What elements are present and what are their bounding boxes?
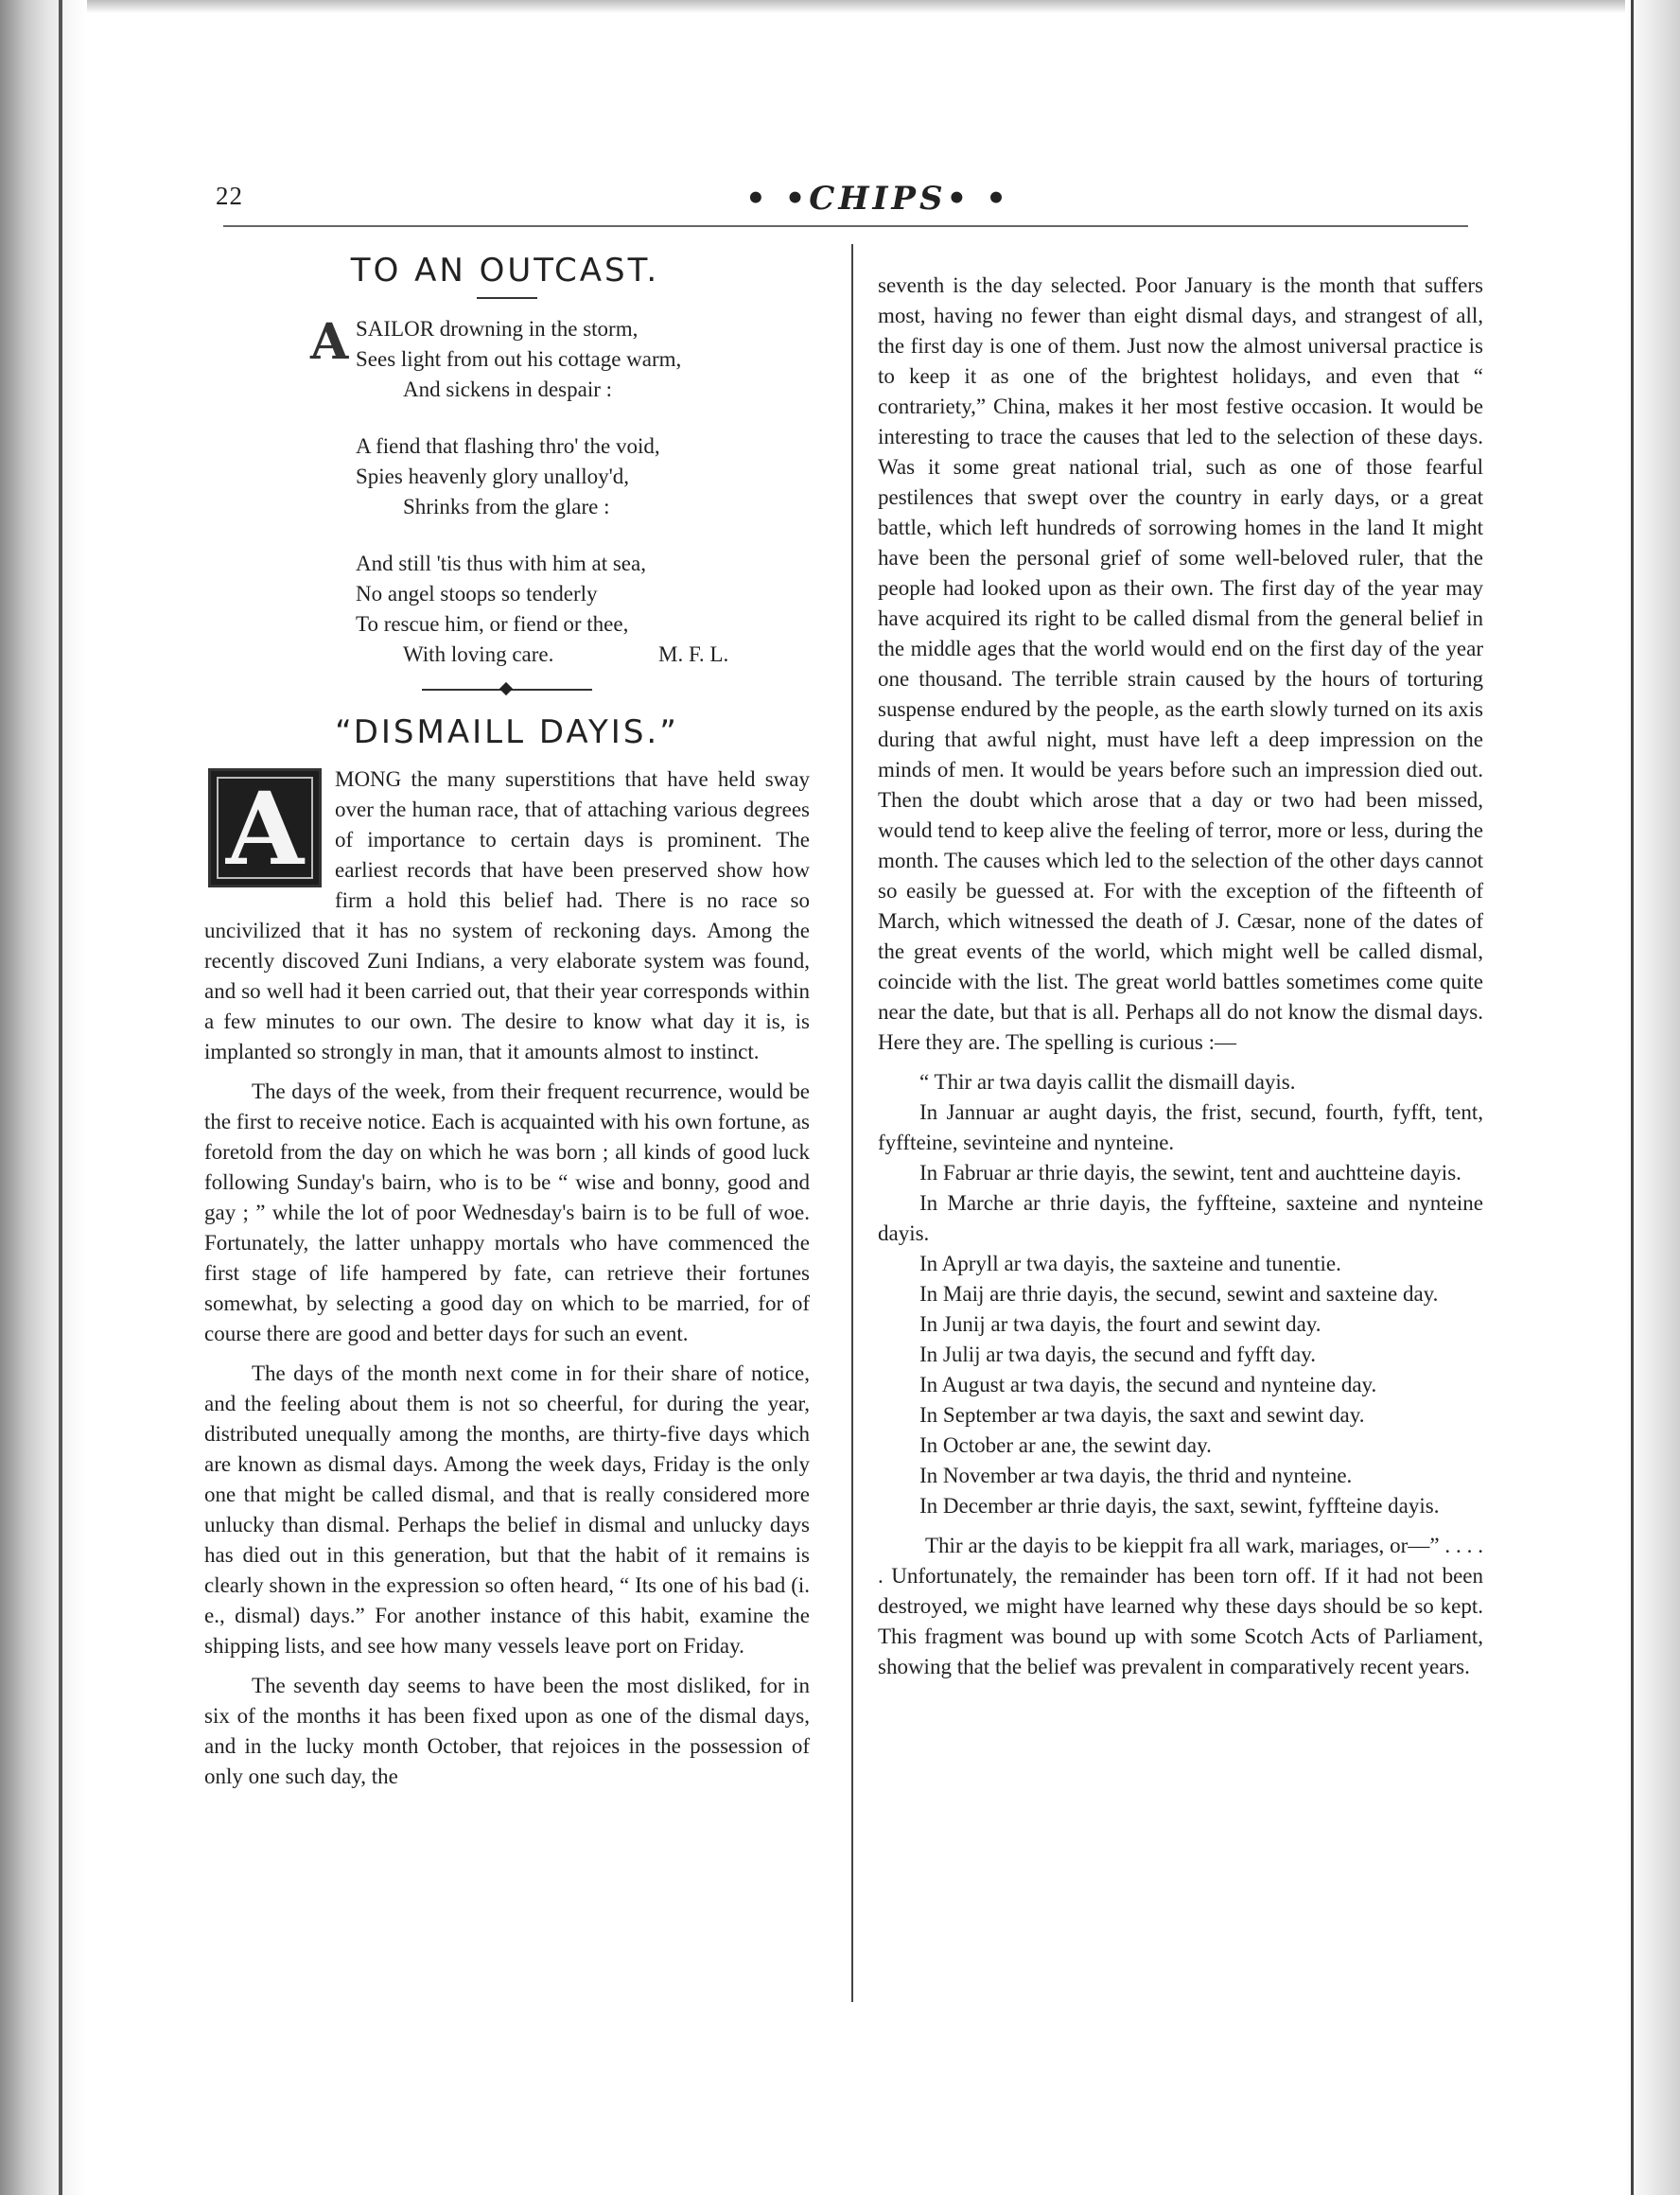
quote-line: In November ar twa dayis, the thrid and nynteine.: [919, 1464, 1353, 1487]
quote-line: In Julij ar twa dayis, the secund and fyfft day.: [919, 1343, 1316, 1366]
quote-line: In Fabruar ar thrie dayis, the sewint, tent and auchtteine dayis.: [919, 1161, 1461, 1185]
poem-stanza-1: [310, 313, 810, 405]
book-spine-left: [0, 0, 87, 2195]
article-closing-paragraph: Thir ar the dayis to be kieppit fra all wark, mariages, or—” . . . . . Unfortunately, the remainder has been torn off. If it had not been destroyed, we might have learned why these days should be so kept. This fragment was bound up with some Scotch Acts of Parliament, showing that the belief was prevalent in comparatively recent years.: [878, 1534, 1483, 1678]
quote-line: In Apryll ar twa dayis, the saxteine and tunentie.: [919, 1252, 1341, 1275]
header-rule: [223, 225, 1468, 227]
ornamental-rule: [422, 683, 592, 696]
quote-line: In October ar ane, the sewint day.: [919, 1433, 1212, 1457]
quote-line: In Jannuar ar aught dayis, the frist, secund, fourth, fyfft, tent, fyffteine, sevinteine and nynteine.: [878, 1100, 1483, 1154]
poem-line: To rescue him, or fiend or thee,: [356, 612, 629, 636]
article-paragraph: The days of the month next come in for their share of notice, and the feeling about them is not so cheerful, for during the year, distributed unequally among the months, are thirty-five days which are known as dismal days. Among the week days, Friday is the only one that might be called dismal, and that is really considered more unlucky than dismal. Perhaps the belief in dismal and unlucky days has died out in this generation, but that the habit of it remains is clearly shown in the expression so often heard, “ Its one of his bad (i. e., dismal) days.” For another instance of this habit, examine the shipping lists, and see how many vessels leave port on Friday.: [204, 1361, 810, 1658]
page-edge-line: [1631, 0, 1634, 2195]
quote-line: In Maij are thrie dayis, the secund, sewint and saxteine day.: [919, 1282, 1439, 1306]
poem-line: Sees light from out his cottage warm,: [356, 347, 682, 371]
poem-signature: M. F. L.: [658, 642, 729, 666]
poem: [310, 313, 810, 670]
article-paragraph: seventh is the day selected. Poor January is the month that suffers most, having no fewer than eight dismal days, and strangest of all, the first day is one of them. Just now the almost universal practice is to keep it as one of the brightest holidays, and even that “ contrariety,” China, makes it her most festive occasion. It would be interesting to trace the causes that led to the selection of these days. Was it some great national trial, such as one of those fearful pestilences that swept over the country in early days, or a great battle, which left hundreds of sorrowing homes in the land It might have been the personal grief of some well-beloved ruler, that the people had looked upon as their own. The first day of the year may have acquired its right to be called dismal from the general belief in the middle ages that the world would end on the first day of the year one thousand. The terrible strain caused by the hours of torturing suspense endured by the people, as the earth slowly turned on its axis during that awful night, must have left a deep impression on the minds of men. It would be years before such an impression died out. Then the doubt which arose that a day or two had been missed, would tend to keep alive the feeling of terror, more or less, during the month. The causes which led to the selection of the other days cannot so easily be guessed at. For with the exception of the fifteenth of March, which witnessed the death of J. Cæsar, none of the dates of the great events of the world, which might well be called dismal, coincide with the list. The great world battles sometimes come quite near the date, but that is all. Perhaps all do not know the dismal days. Here they are. The spelling is curious :—: [878, 273, 1483, 1054]
running-head: • •CHIPS• •: [745, 180, 1010, 218]
poem-initial: A: [310, 313, 349, 371]
poem-last-line-wrap: [356, 640, 810, 670]
title-rule: [477, 297, 537, 299]
left-column: [204, 252, 810, 1792]
quote-line: “ Thir ar twa dayis callit the dismaill dayis.: [919, 1070, 1296, 1094]
poem-stanza-3: [356, 549, 810, 670]
dismal-days-quote: [878, 1067, 1483, 1521]
quote-line: In September ar twa dayis, the saxt and sewint day.: [919, 1403, 1365, 1427]
quote-line: In August ar twa dayis, the secund and nynteine day.: [919, 1373, 1377, 1396]
right-column: [878, 271, 1483, 1682]
article-paragraph: A MONG the many superstitions that have held sway over the human race, that of attaching various degrees of importance to certain days is prominent. The earliest records that have been preserved show how firm a hold this belief had. There is no race so uncivilized that it has no system of reckoning days. Among the recently discoved Zuni Indians, a very elaborate system was found, and so well had it been carried out, that their year corresponds within a few minutes to our own. The desire to know what day it is, is implanted so strongly in man, that it amounts almost to instinct.: [204, 767, 810, 1063]
page-header: [216, 182, 1464, 227]
poem-line: SAILOR drowning in the storm,: [356, 317, 639, 341]
page-number: 22: [216, 182, 243, 210]
poem-line: No angel stoops so tenderly: [356, 582, 598, 606]
article-paragraph: The days of the week, from their frequent recurrence, would be the first to receive notice. Each is acquainted with his own fortune, as foretold from the day on which he was born ; all kinds of good luck following Sunday's bairn, who is to be “ wise and bonny, good and gay ; ” while the lot of poor Wednesday's bairn is to be full of woe. Fortunately, the latter unhappy mortals who have commenced the first stage of life hampered by fate, can retrieve their fortunes somewhat, by selecting a good day on which to be married, for of course there are good and better days for such an event.: [204, 1080, 810, 1345]
page-top-shadow: [87, 0, 1625, 13]
quote-line: In Marche ar thrie dayis, the fyffteine, saxteine and nynteine dayis.: [878, 1191, 1483, 1245]
quote-line: In Junij ar twa dayis, the fourt and sewint day.: [919, 1312, 1321, 1336]
article-title: “DISMAILL DAYIS.”: [335, 713, 679, 751]
column-rule: [851, 244, 853, 2002]
poem-line: And sickens in despair :: [403, 378, 613, 401]
poem-line: A fiend that flashing thro' the void,: [356, 434, 660, 458]
poem-title: TO AN OUTCAST.: [350, 252, 660, 290]
article-paragraph: The seventh day seems to have been the most disliked, for in six of the months it has been fixed upon as one of the dismal days, and in the lucky month October, that rejoices in the possession of only one such day, the: [204, 1674, 810, 1788]
poem-line: And still 'tis thus with him at sea,: [356, 552, 646, 575]
poem-line: Shrinks from the glare :: [403, 495, 610, 518]
poem-line: With loving care.: [403, 642, 554, 666]
spine-edge: [59, 0, 62, 2195]
dropcap-initial: A: [208, 768, 322, 887]
book-edge-right: [1625, 0, 1680, 2195]
poem-stanza-2: [356, 431, 810, 522]
quote-line: In December ar thrie dayis, the saxt, sewint, fyffteine dayis.: [919, 1494, 1440, 1518]
poem-line: Spies heavenly glory unalloy'd,: [356, 465, 630, 488]
